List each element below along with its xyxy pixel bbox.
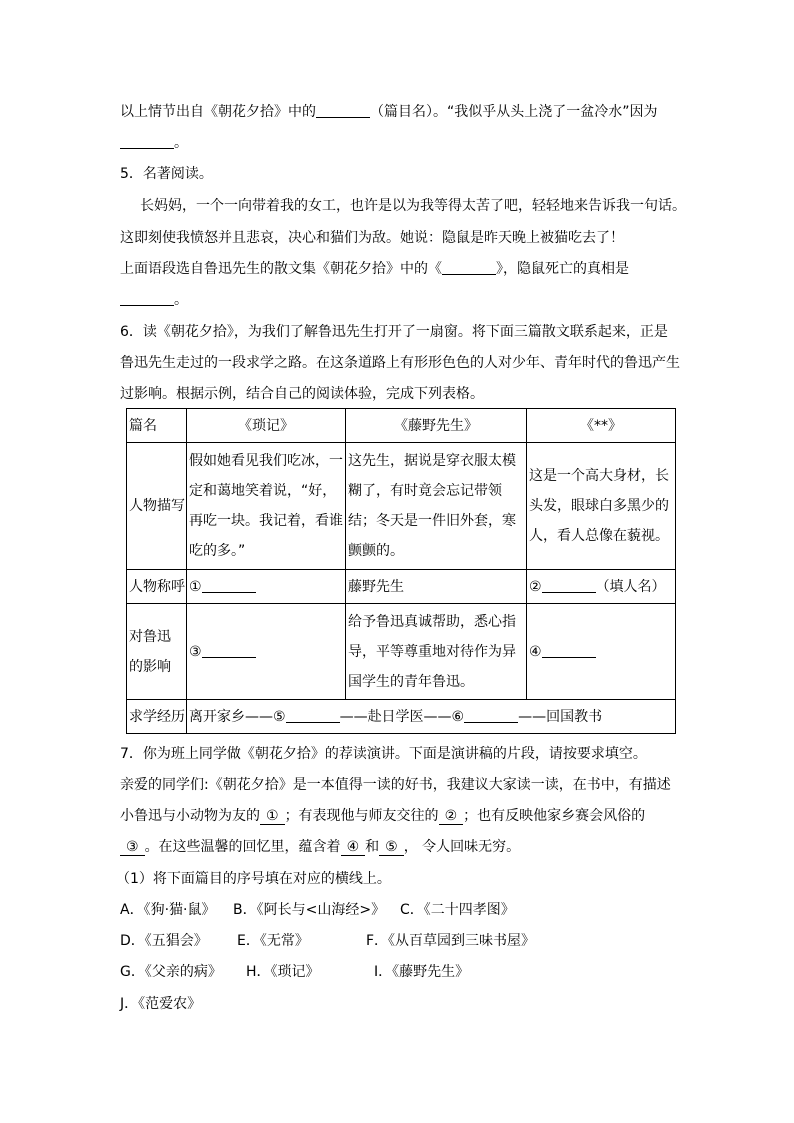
answer-blank[interactable] [120, 291, 174, 306]
table-cell: 假如她看见我们吃冰，一定和蔼地笑着说，“好，再吃一块。我记着，看谁吃的多。” [187, 443, 346, 570]
table-cell: 这先生，据说是穿衣服太模糊了，有时竟会忘记带领结；冬天是一件旧外套，寒颤颤的。 [346, 443, 527, 570]
text: ， 令人回味无穷。 [403, 839, 521, 855]
header-cell: 《**》 [527, 409, 676, 443]
header-cell: 《藤野先生》 [346, 409, 527, 443]
text: 小鲁迅与小动物为友的 [120, 808, 260, 824]
table-cell [527, 604, 676, 700]
text: ；有表现他与师友交往的 [284, 808, 439, 824]
text: （填人名） [595, 578, 666, 595]
answer-blank[interactable]: ① [260, 808, 285, 825]
option-I: I．《藤野先生》 [374, 964, 470, 980]
table-cell [187, 570, 346, 604]
option-H: H．《琐记》 [246, 964, 320, 980]
table-cell: 这是一个高大身材，长头发，眼球白多黑少的人，看人总像在藐视。 [527, 443, 676, 570]
text: ② [529, 578, 542, 595]
text: 和 [365, 839, 380, 855]
q6-line3: 过影响。根据示例，结合自己的阅读体验，完成下列表格。 [120, 386, 484, 402]
text: ③ [189, 643, 202, 660]
answer-blank[interactable] [542, 578, 596, 593]
table-row [127, 700, 676, 734]
answer-blank[interactable] [464, 708, 518, 723]
text: 离开家乡——⑤ [189, 708, 286, 725]
q5-title: 5．名著阅读。 [120, 166, 213, 182]
row-label: 人物描写 [127, 443, 187, 570]
table-row [127, 604, 676, 700]
option-B: B．《阿长与<山海经>》 [233, 902, 386, 918]
q5-para1: 长妈妈，一个一向带着我的女工，也许是以为我等得太苦了吧，轻轻地来告诉我一句话。 [140, 198, 686, 214]
answer-blank[interactable]: ③ [120, 839, 145, 856]
text: ④ [529, 643, 542, 660]
table-row [127, 443, 676, 570]
answer-blank[interactable]: ④ [341, 839, 366, 856]
q7-line1: 亲爱的同学们:《朝花夕拾》是一本值得一读的好书，我建议大家读一读，在书中，有描述 [120, 777, 671, 793]
option-F: F．《从百草园到三味书屋》 [366, 933, 536, 949]
answer-blank[interactable] [202, 578, 256, 593]
text: ——回国教书 [518, 708, 603, 725]
table-cell [187, 700, 676, 734]
table-header-row [127, 409, 676, 443]
answer-blank[interactable] [286, 708, 340, 723]
answer-blank[interactable]: ⑤ [379, 839, 404, 856]
row-label: 人物称呼 [127, 570, 187, 604]
row-label: 对鲁迅的影响 [127, 604, 187, 700]
text: 。 [174, 135, 188, 151]
table-cell [187, 604, 346, 700]
text: ；也有反映他家乡赛会风俗的 [463, 808, 646, 824]
header-cell: 篇名 [127, 409, 187, 443]
answer-blank[interactable] [542, 643, 596, 658]
passage-source-line [120, 102, 658, 122]
option-G: G．《父亲的病》 [120, 964, 222, 980]
q5-para2: 这即刻使我愤怒并且悲哀，决心和猫们为敌。她说：隐鼠是昨天晚上被猫吃去了！ [120, 230, 624, 246]
q5-question-end [120, 290, 188, 310]
row-label: 求学经历 [127, 700, 187, 734]
answer-blank[interactable] [316, 103, 370, 118]
option-J: J．《范爱农》 [120, 996, 202, 1012]
option-A: A．《狗·猫·鼠》 [120, 902, 216, 918]
answer-blank[interactable] [442, 260, 496, 275]
table-cell: 藤野先生 [346, 570, 527, 604]
answer-blank[interactable] [202, 643, 256, 658]
text: 。在这些温馨的回忆里，蕴含着 [144, 839, 341, 855]
answer-blank[interactable]: ② [439, 808, 464, 825]
q7-sub1: （1）将下面篇目的序号填在对应的横线上。 [116, 871, 391, 887]
header-cell: 《琐记》 [187, 409, 346, 443]
text: （篇目名）。“我似乎从头上浇了一盆冷水”因为 [370, 104, 658, 120]
passage-reason-line [120, 133, 188, 153]
text: 。 [174, 292, 188, 308]
table-row [127, 570, 676, 604]
text: 上面语段选自鲁迅先生的散文集《朝花夕拾》中的《 [120, 261, 442, 277]
table-cell [527, 570, 676, 604]
text: ——赴日学医——⑥ [339, 708, 465, 725]
option-D: D．《五猖会》 [120, 933, 208, 949]
q7-line2 [120, 806, 645, 826]
option-E: E．《无常》 [237, 933, 309, 949]
option-C: C．《二十四孝图》 [400, 902, 515, 918]
text: ① [189, 578, 202, 595]
q6-line1: 6．读《朝花夕拾》，为我们了解鲁迅先生打开了一扇窗。将下面三篇散文联系起来，正是 [120, 324, 668, 340]
answer-blank[interactable] [120, 134, 174, 149]
q5-question [120, 259, 629, 279]
text: 以上情节出自《朝花夕拾》中的 [120, 104, 316, 120]
text: 》，隐鼠死亡的真相是 [496, 261, 629, 277]
table-cell: 给予鲁迅真诚帮助，悉心指导，平等尊重地对待作为异国学生的青年鲁迅。 [346, 604, 527, 700]
q7-line3 [120, 837, 520, 857]
q6-line2: 鲁迅先生走过的一段求学之路。在这条道路上有形形色色的人对少年、青年时代的鲁迅产生 [120, 355, 680, 371]
q7-title: 7．你为班上同学做《朝花夕拾》的荐读演讲。下面是演讲稿的片段，请按要求填空。 [120, 746, 647, 762]
reading-table [126, 408, 676, 734]
